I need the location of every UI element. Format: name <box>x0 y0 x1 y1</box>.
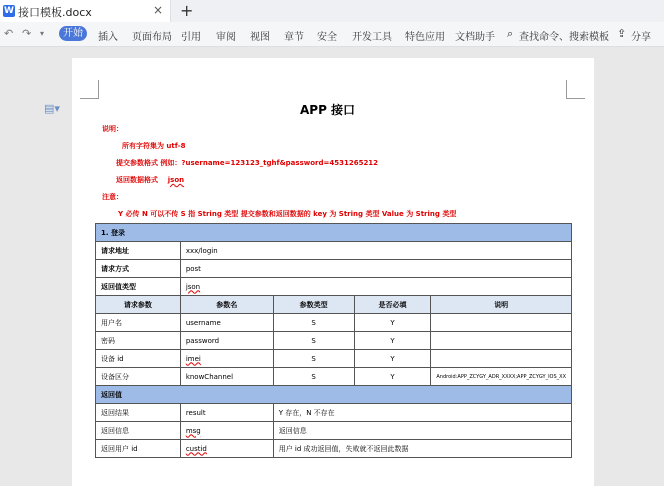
notes-heading: 说明： <box>102 125 123 133</box>
search-icon[interactable]: ⌕ <box>507 27 514 40</box>
return-description: 用户 id 成功返回值，失败就不返回此数据 <box>273 440 571 458</box>
param-type: S <box>273 350 354 368</box>
column-header: 是否必填 <box>354 296 431 314</box>
attention-text: Y 必传 N 可以不传 S 指 String 类型 提交参数和返回数据的 key 为 String 类型 Value 为 String 类型 <box>118 210 457 218</box>
column-header: 参数名 <box>180 296 273 314</box>
section-header-row <box>96 224 572 242</box>
return-description: Y 存在，N 不存在 <box>273 404 571 422</box>
ribbon-tab-page-layout[interactable]: 页面布局 <box>132 32 172 43</box>
param-name: imei <box>180 350 273 368</box>
column-header: 说明 <box>431 296 572 314</box>
share-button[interactable]: 分享 <box>631 32 651 43</box>
wps-writer-icon: W <box>4 6 14 16</box>
ribbon-tab-view[interactable]: 视图 <box>250 32 270 43</box>
info-label: 请求方式 <box>96 260 181 278</box>
ribbon-tab-special-apps[interactable]: 特色应用 <box>405 32 445 43</box>
tab-bar <box>0 0 664 23</box>
param-description <box>431 332 572 350</box>
param-label: 用户名 <box>96 314 181 332</box>
command-search[interactable]: 查找命令、搜索模板 <box>519 32 609 43</box>
document-tab-title: 接口模板.docx <box>18 6 92 19</box>
page-margin-mark <box>80 80 99 99</box>
info-row <box>96 260 572 278</box>
return-key: result <box>180 404 273 422</box>
param-row <box>96 368 572 386</box>
ribbon-tab-insert[interactable]: 插入 <box>98 32 118 43</box>
note-param-format: 提交参数格式 例如：?username=123123_tghf&password=4531265212 <box>116 159 379 167</box>
param-type: S <box>273 368 354 386</box>
return-key: custid <box>180 440 273 458</box>
note-return-format <box>116 175 184 185</box>
share-icon[interactable]: ⇪ <box>617 27 627 40</box>
param-row <box>96 350 572 368</box>
info-label: 返回值类型 <box>96 278 181 296</box>
ribbon-tab-security[interactable]: 安全 <box>317 32 337 43</box>
param-required: Y <box>354 350 431 368</box>
document-tab[interactable] <box>0 0 171 22</box>
return-label: 返回信息 <box>96 422 181 440</box>
column-header: 参数类型 <box>273 296 354 314</box>
param-name: password <box>180 332 273 350</box>
ribbon-tab-references[interactable]: 引用 <box>181 32 201 43</box>
attention-heading: 注意： <box>102 193 123 201</box>
note-return-format-label: 返回数据格式 <box>116 176 158 184</box>
section-login: 1. 登录 <box>96 224 572 242</box>
return-row <box>96 422 572 440</box>
note-return-format-value: json <box>167 176 185 184</box>
note-charset: 所有字符集为 utf-8 <box>122 142 186 150</box>
document-outline-icon[interactable]: ▤▾ <box>44 102 60 115</box>
document-title: APP 接口 <box>300 103 356 117</box>
param-description <box>431 314 572 332</box>
param-name: username <box>180 314 273 332</box>
param-description: Android:APP_ZCYGY_ADR_XXXX;APP_ZCYGY_IOS_XX <box>431 368 572 386</box>
ribbon-tab-doc-assistant[interactable]: 文档助手 <box>455 32 495 43</box>
ribbon-tab-developer[interactable]: 开发工具 <box>352 32 392 43</box>
param-required: Y <box>354 332 431 350</box>
param-description <box>431 350 572 368</box>
section-return: 返回值 <box>96 386 572 404</box>
param-label: 设备 id <box>96 350 181 368</box>
info-row <box>96 278 572 296</box>
param-type: S <box>273 314 354 332</box>
api-table <box>95 223 572 458</box>
param-row <box>96 314 572 332</box>
info-value: json <box>180 278 571 296</box>
param-label: 密码 <box>96 332 181 350</box>
param-required: Y <box>354 368 431 386</box>
undo-icon[interactable]: ↶ <box>4 27 14 40</box>
info-value: post <box>180 260 571 278</box>
new-tab-button[interactable]: + <box>180 1 194 20</box>
quick-access-dropdown-icon[interactable]: ▾ <box>40 29 45 38</box>
param-required: Y <box>354 314 431 332</box>
param-header-row <box>96 296 572 314</box>
return-label: 返回用户 id <box>96 440 181 458</box>
return-key: msg <box>180 422 273 440</box>
param-type: S <box>273 332 354 350</box>
return-row <box>96 440 572 458</box>
info-row <box>96 242 572 260</box>
ribbon-tab-home[interactable]: 开始 <box>59 26 87 41</box>
return-row <box>96 404 572 422</box>
param-name: knowChannel <box>180 368 273 386</box>
info-label: 请求地址 <box>96 242 181 260</box>
param-label: 设备区分 <box>96 368 181 386</box>
info-value: xxx/login <box>180 242 571 260</box>
page-margin-mark <box>566 80 585 99</box>
return-header-row <box>96 386 572 404</box>
close-tab-icon[interactable]: × <box>153 3 164 17</box>
ribbon-tab-review[interactable]: 审阅 <box>216 32 236 43</box>
param-row <box>96 332 572 350</box>
ribbon-menu <box>0 22 664 47</box>
return-description: 返回信息 <box>273 422 571 440</box>
return-label: 返回结果 <box>96 404 181 422</box>
column-header: 请求参数 <box>96 296 181 314</box>
redo-icon[interactable]: ↷ <box>22 27 32 40</box>
ribbon-tab-section[interactable]: 章节 <box>284 32 304 43</box>
